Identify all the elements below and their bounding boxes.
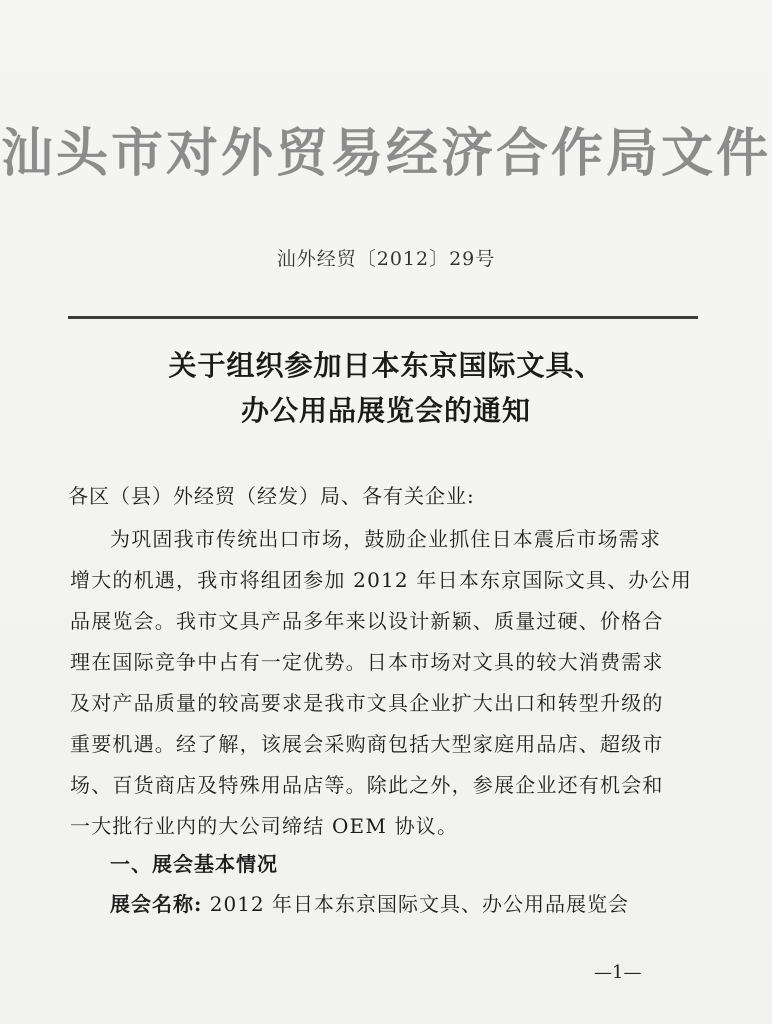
paragraph-line: 重要机遇。经了解，该展会采购商包括大型家庭用品店、超级市 xyxy=(70,732,664,756)
exhibit-name-row xyxy=(110,888,629,917)
paragraph-line: 及对产品质量的较高要求是我市文具企业扩大出口和转型升级的 xyxy=(70,691,664,715)
agency-title: 汕头市对外贸易经济合作局文件 xyxy=(0,123,771,184)
paragraph-line: 一大批行业内的大公司缔结 OEM 协议。 xyxy=(70,814,459,838)
salutation: 各区（县）外经贸（经发）局、各有关企业: xyxy=(68,484,475,508)
section-heading: 一、展会基本情况 xyxy=(110,852,278,876)
notice-title-line-2: 办公用品展览会的通知 xyxy=(240,394,531,427)
paragraph-line: 场、百货商店及特殊用品店等。除此之外，参展企业还有机会和 xyxy=(70,773,664,797)
exhibit-name-label: 展会名称: xyxy=(110,892,203,916)
header-divider xyxy=(68,316,698,319)
paragraph-line: 增大的机遇，我市将组团参加 2012 年日本东京国际文具、办公用 xyxy=(70,568,693,592)
paragraph-line: 理在国际竞争中占有一定优势。日本市场对文具的较大消费需求 xyxy=(70,650,664,674)
document-number: 汕外经贸〔2012〕29号 xyxy=(276,248,496,270)
exhibit-name-value: 2012 年日本东京国际文具、办公用品展览会 xyxy=(202,892,630,916)
page-number: —1— xyxy=(594,962,642,983)
paragraph-line: 品展览会。我市文具产品多年来以设计新颖、质量过硬、价格合 xyxy=(70,609,664,633)
notice-title-line-1: 关于组织参加日本东京国际文具、 xyxy=(168,349,604,382)
paragraph-line: 为巩固我市传统出口市场，鼓励企业抓住日本震后市场需求 xyxy=(110,527,662,551)
